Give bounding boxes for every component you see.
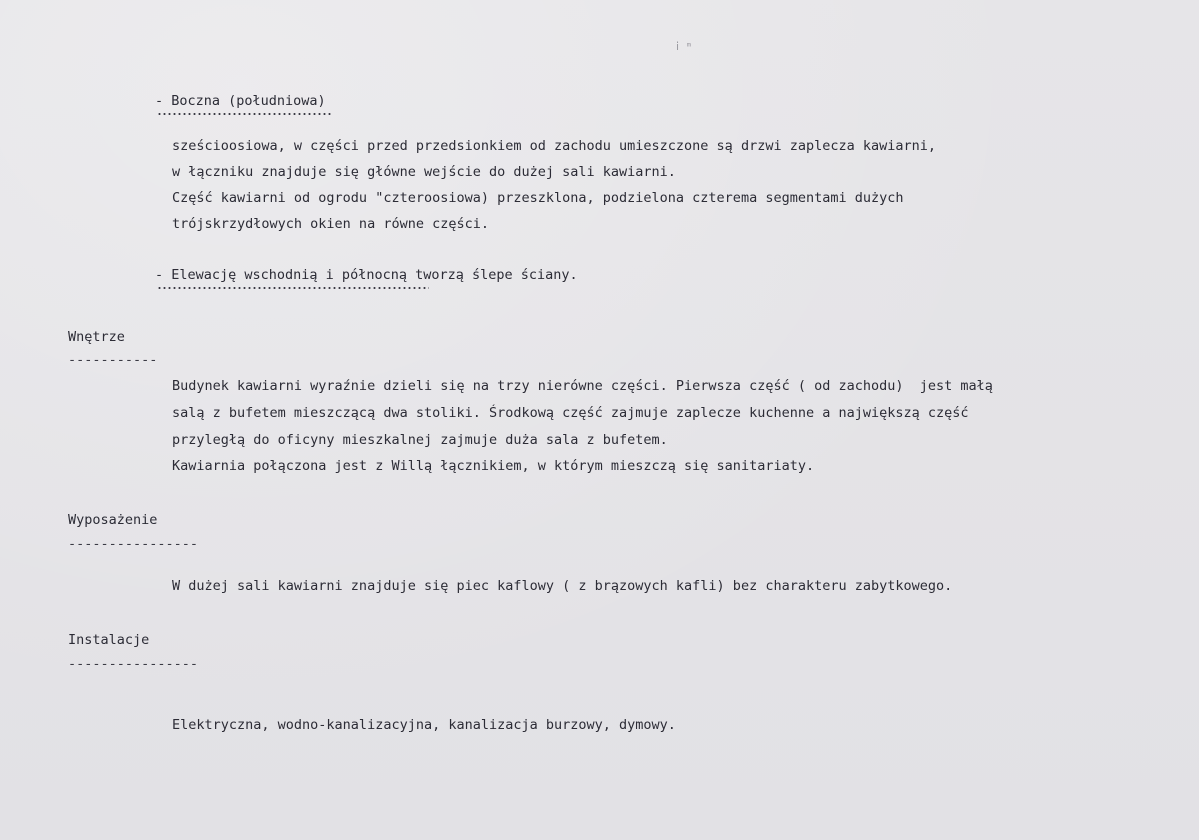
section-title-wnetrze: Wnętrze bbox=[68, 329, 125, 345]
section-title-wyposazenie: Wyposażenie bbox=[68, 512, 158, 528]
paragraph-line: w łączniku znajduje się główne wejście do dużej sali kawiarni. bbox=[172, 164, 676, 180]
paragraph-line: W dużej sali kawiarni znajduje się piec kaflowy ( z brązowych kafli) bez charakteru zabytkowego. bbox=[172, 578, 953, 594]
paragraph-line: trójskrzydłowych okien na równe części. bbox=[172, 216, 489, 232]
dashed-rule: ----------- bbox=[68, 352, 158, 368]
dotted-underline bbox=[157, 113, 331, 115]
paragraph-line: Kawiarnia połączona jest z Willą łącznikiem, w którym mieszczą się sanitariaty. bbox=[172, 458, 815, 474]
heading-elewacje: - Elewację wschodnią i północną tworzą ślepe ściany. bbox=[155, 267, 578, 283]
paragraph-line: sześcioosiowa, w części przed przedsionkiem od zachodu umieszczone są drzwi zaplecza kawiarni, bbox=[172, 138, 937, 154]
paragraph-line: Część kawiarni od ogrodu "czteroosiowa) przeszklona, podzielona czterema segmentami dużych bbox=[172, 190, 904, 206]
dotted-underline bbox=[157, 287, 429, 289]
paragraph-line: przyległą do oficyny mieszkalnej zajmuje duża sala z bufetem. bbox=[172, 432, 668, 448]
dashed-rule: ---------------- bbox=[68, 536, 199, 552]
paragraph-line: Budynek kawiarni wyraźnie dzieli się na trzy nierówne części. Pierwsza część ( od zachodu) jest małą bbox=[172, 378, 993, 394]
paragraph-line: salą z bufetem mieszczącą dwa stoliki. Środkową część zajmuje zaplecze kuchenne a największą część bbox=[172, 405, 969, 421]
dashed-rule: ---------------- bbox=[68, 656, 199, 672]
section-title-instalacje: Instalacje bbox=[68, 632, 150, 648]
paragraph-line: Elektryczna, wodno-kanalizacyjna, kanalizacja burzowy, dymowy. bbox=[172, 717, 676, 733]
heading-boczna: - Boczna (południowa) bbox=[155, 93, 326, 109]
pencil-mark: ⅰ ᵐ bbox=[676, 40, 693, 53]
